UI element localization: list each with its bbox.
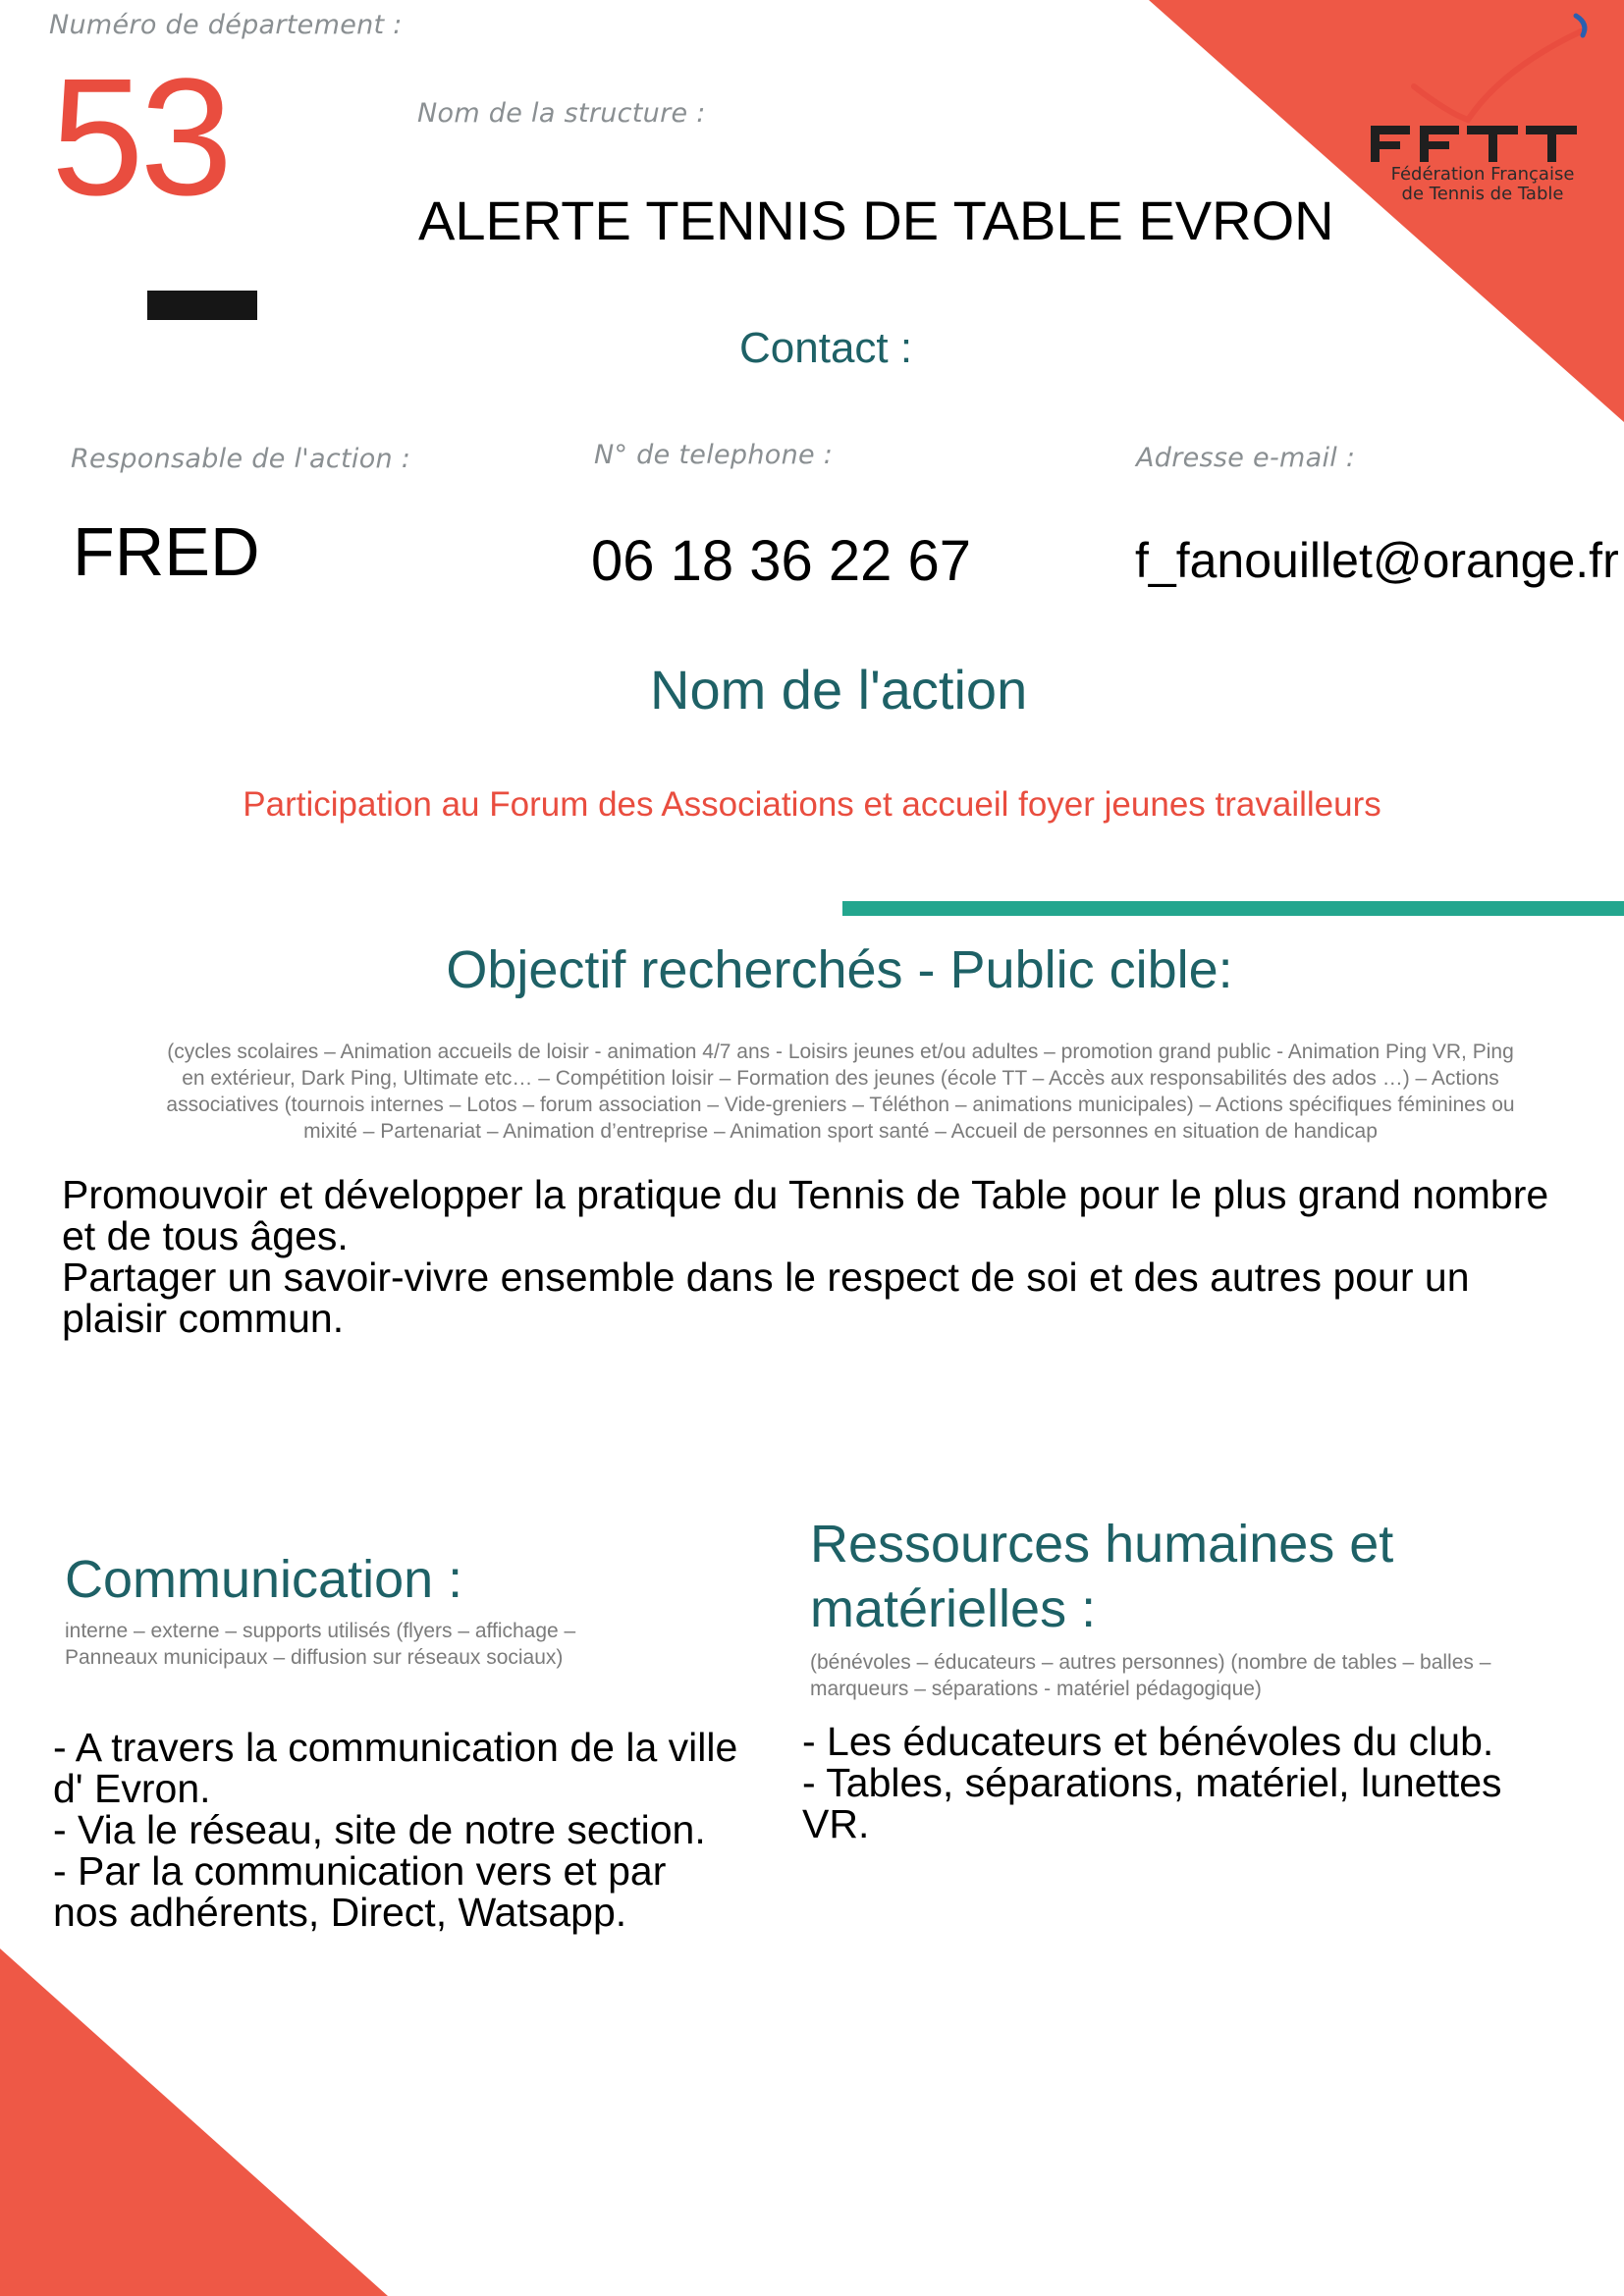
action-title: Nom de l'action [650, 659, 1028, 721]
phone-label: N° de telephone : [594, 440, 834, 470]
structure-label: Nom de la structure : [417, 98, 706, 129]
communication-title: Communication : [65, 1550, 463, 1609]
fftt-logo-caption [1355, 165, 1610, 204]
email-label: Adresse e-mail : [1136, 443, 1356, 473]
logo-caption-line2: de Tennis de Table [1401, 184, 1564, 204]
department-number: 53 [51, 44, 230, 231]
department-label: Numéro de département : [49, 10, 403, 40]
objectif-hint: (cycles scolaires – Animation accueils de loisir - animation 4/7 ans - Loisirs jeunes et/ou adultes – promotion grand public - Animation Ping VR, Ping en extérieur, Dark Ping, Ultimate etc… – Compétition loisir – Formation des jeunes (école TT – Accès aux responsabilités des ados …) – Actions associatives (tournois internes – Lotos – forum association – Vide-greniers – Téléthon – animations municipales) – Actions spécifiques féminines ou mixité – Partenariat – Animation d’entreprise – Animation sport santé – Accueil de personnes en situation de handicap [166, 1041, 1515, 1143]
action-name: Participation au Forum des Associations et accueil foyer jeunes travailleurs [243, 785, 1381, 824]
ressources-body: - Les éducateurs et bénévoles du club. - Tables, séparations, matériel, lunettes VR. [802, 1719, 1502, 1846]
redaction-bar [147, 291, 257, 320]
bottom-left-corner-triangle [0, 1949, 388, 2296]
ressources-hint: (bénévoles – éducateurs – autres personnes) (nombre de tables – balles – marqueurs – séparations - matériel pédagogique) [810, 1651, 1491, 1700]
logo-caption-line1: Fédération Française [1390, 164, 1575, 185]
objectif-title: Objectif recherchés - Public cible: [446, 940, 1233, 999]
ressources-title: Ressources humaines et matérielles : [810, 1515, 1394, 1638]
section-divider [842, 901, 1624, 916]
responsible-value: FRED [73, 513, 260, 590]
contact-title: Contact : [739, 324, 913, 372]
email-value: f_fanouillet@orange.fr [1135, 533, 1619, 588]
communication-body: - A travers la communication de la ville d' Evron. - Via le réseau, site de notre section. - Par la communication vers et par nos adhérents, Direct, Watsapp. [53, 1725, 738, 1935]
responsible-label: Responsable de l'action : [71, 444, 411, 474]
phone-value: 06 18 36 22 67 [591, 529, 972, 593]
structure-name: ALERTE TENNIS DE TABLE EVRON [418, 189, 1334, 251]
objectif-body: Promouvoir et développer la pratique du Tennis de Table pour le plus grand nombre et de tous âges. Partager un savoir-vivre ensemble dans le respect de soi et des autres pour un plaisir commun. [62, 1172, 1549, 1341]
communication-hint: interne – externe – supports utilisés (flyers – affichage – Panneaux municipaux – diffusion sur réseaux sociaux) [65, 1620, 576, 1669]
